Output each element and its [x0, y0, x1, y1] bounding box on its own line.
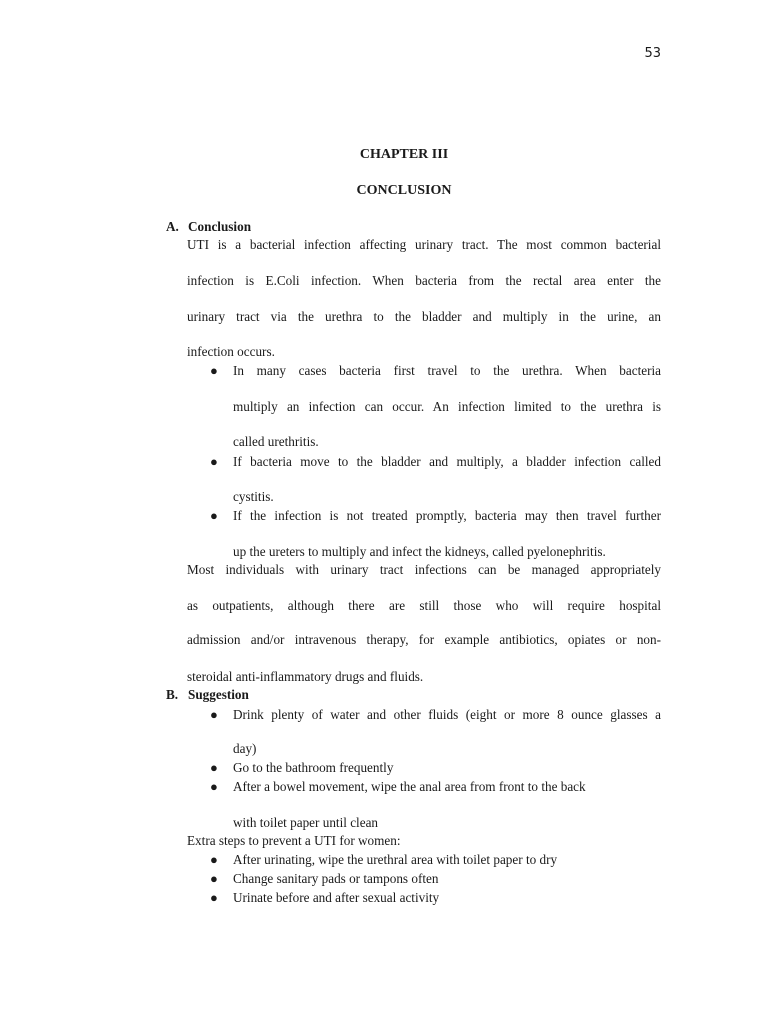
paragraph-line: Most individuals with urinary tract infections can be managed appropriately	[187, 562, 661, 577]
bullet-line: Change sanitary pads or tampons often	[233, 871, 439, 886]
bullet-line: up the ureters to multiply and infect the kidneys, called pyelonephritis.	[233, 544, 606, 559]
chapter-title: CHAPTER III	[359, 147, 449, 162]
bullet-icon: ●	[210, 760, 218, 775]
bullet-line: day)	[233, 741, 257, 756]
paragraph-line: as outpatients, although there are still those who will require hospital	[187, 598, 661, 613]
paragraph-line: admission and/or intravenous therapy, for example antibiotics, opiates or non-	[187, 632, 661, 647]
bullet-icon: ●	[210, 454, 218, 469]
bullet-icon: ●	[210, 508, 218, 523]
bullet-line: Drink plenty of water and other fluids (eight or more 8 ounce glasses a	[233, 707, 661, 722]
paragraph-line: steroidal anti-inflammatory drugs and fluids.	[187, 669, 424, 684]
women-prevention-intro: Extra steps to prevent a UTI for women:	[187, 833, 401, 848]
bullet-icon: ●	[210, 871, 218, 886]
section-b-title: Suggestion	[188, 687, 249, 702]
section-b-heading	[166, 687, 249, 703]
section-a-marker: A.	[166, 219, 179, 234]
paragraph-line: UTI is a bacterial infection affecting urinary tract. The most common bacterial	[187, 237, 661, 252]
bullet-line: called urethritis.	[233, 434, 319, 449]
section-b-marker: B.	[166, 687, 179, 702]
section-a-heading	[166, 219, 251, 235]
bullet-line: cystitis.	[233, 489, 274, 504]
section-a-title: Conclusion	[188, 219, 252, 234]
paragraph-line: infection is E.Coli infection. When bacteria from the rectal area enter the	[187, 273, 661, 288]
bullet-line: with toilet paper until clean	[233, 815, 379, 830]
chapter-subtitle: CONCLUSION	[356, 183, 452, 198]
page-number: 53	[644, 46, 661, 61]
bullet-icon: ●	[210, 852, 218, 867]
bullet-line: After a bowel movement, wipe the anal area from front to the back	[233, 779, 586, 794]
bullet-icon: ●	[210, 707, 218, 722]
bullet-line: If the infection is not treated promptly, bacteria may then travel further	[233, 508, 661, 523]
bullet-icon: ●	[210, 890, 218, 905]
paragraph-line: urinary tract via the urethra to the bladder and multiply in the urine, an	[187, 309, 661, 324]
bullet-line: Urinate before and after sexual activity	[233, 890, 440, 905]
bullet-icon: ●	[210, 363, 218, 378]
paragraph-line: infection occurs.	[187, 344, 275, 359]
bullet-line: If bacteria move to the bladder and multiply, a bladder infection called	[233, 454, 661, 469]
bullet-line: Go to the bathroom frequently	[233, 760, 394, 775]
bullet-line: In many cases bacteria first travel to the urethra. When bacteria	[233, 363, 661, 378]
bullet-line: After urinating, wipe the urethral area with toilet paper to dry	[233, 852, 558, 867]
bullet-line: multiply an infection can occur. An infection limited to the urethra is	[233, 399, 661, 414]
bullet-icon: ●	[210, 779, 218, 794]
